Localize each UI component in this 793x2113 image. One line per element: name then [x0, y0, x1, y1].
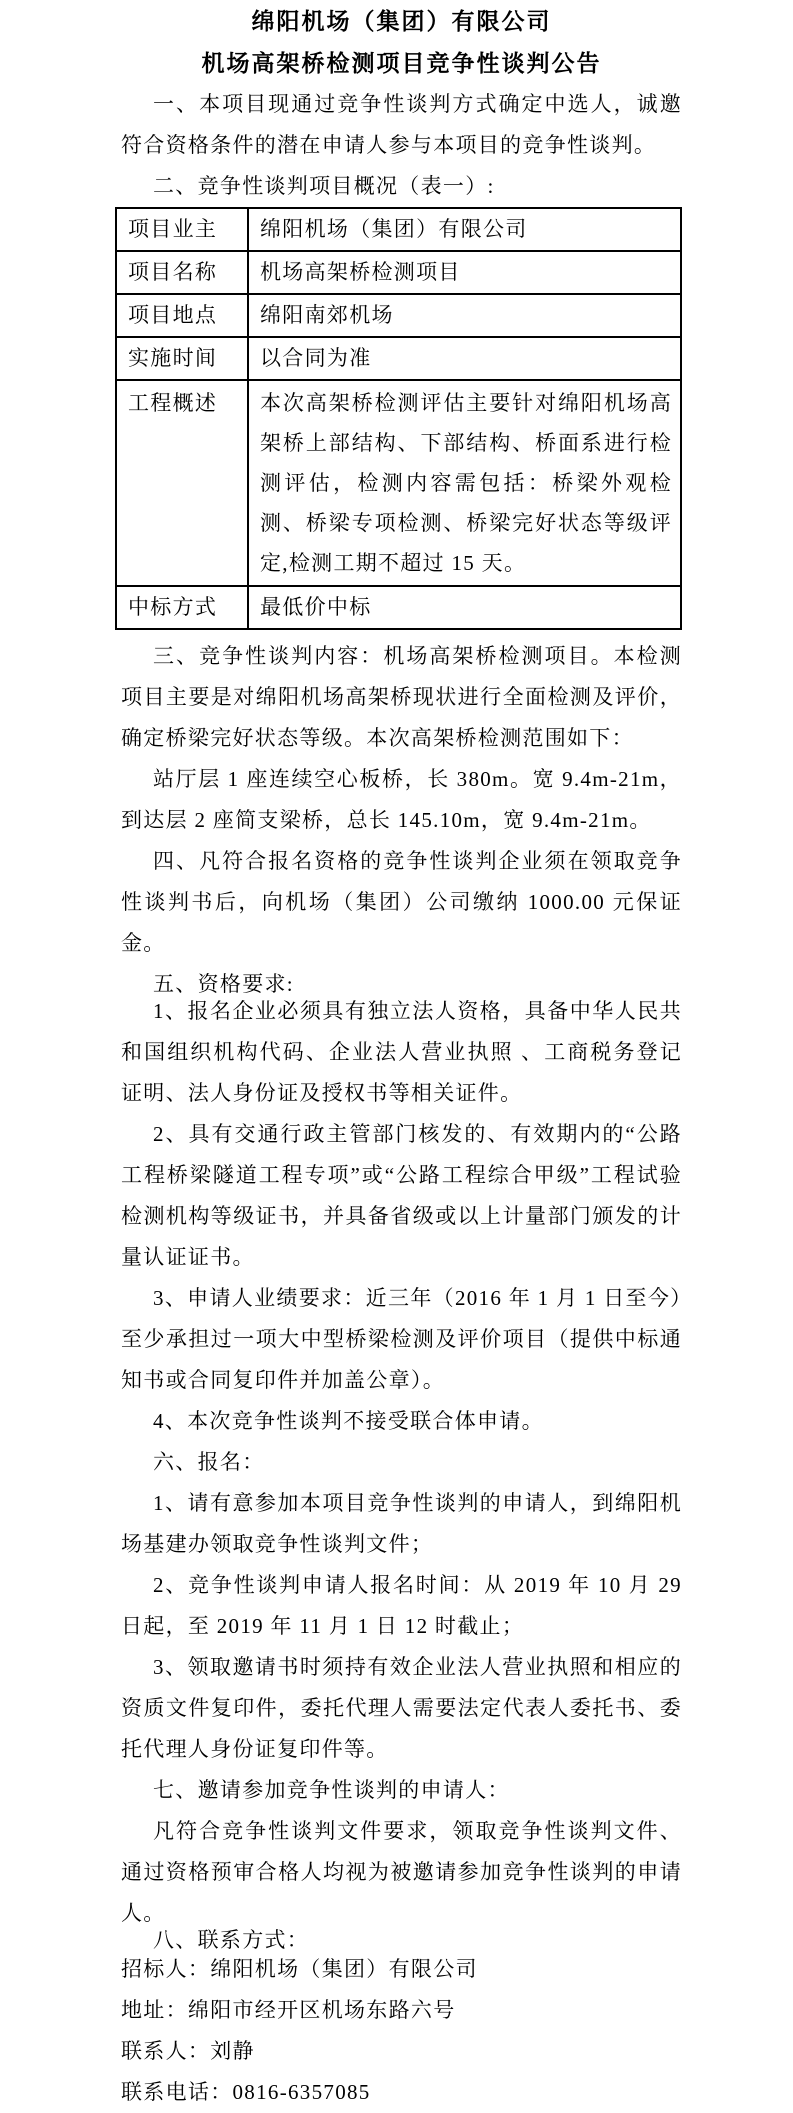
row-label: 工程概述	[116, 380, 248, 586]
para-section-6-item-2: 2、竞争性谈判申请人报名时间：从 2019 年 10 月 29 日起，至 2019 年 11 月 1 日 12 时截止；	[121, 1573, 682, 1638]
project-overview-table	[115, 207, 682, 630]
contact-bidder: 招标人：绵阳机场（集团）有限公司	[121, 1957, 478, 1981]
para-section-6-item-1: 1、请有意参加本项目竞争性谈判的申请人，到绵阳机场基建办领取竞争性谈判文件；	[121, 1491, 682, 1556]
row-value: 机场高架桥检测项目	[248, 251, 681, 294]
contact-person: 联系人：刘静	[121, 2039, 255, 2063]
para-section-6-item-3: 3、领取邀请书时须持有效企业法人营业执照和相应的资质文件复印件，委托代理人需要法定代表人委托书、委托代理人身份证复印件等。	[121, 1655, 682, 1761]
table-row-implementation-time	[116, 337, 681, 380]
table-row-project-owner	[116, 208, 681, 251]
para-section-5-item-2: 2、具有交通行政主管部门核发的、有效期内的“公路工程桥梁隧道工程专项”或“公路工程综合甲级”工程试验检测机构等级证书，并具备省级或以上计量部门颁发的计量认证证书。	[121, 1122, 682, 1269]
para-section-3: 三、竞争性谈判内容：机场高架桥检测项目。本检测项目主要是对绵阳机场高架桥现状进行全面检测及评价，确定桥梁完好状态等级。本次高架桥检测范围如下：	[121, 644, 682, 750]
table-row-project-name	[116, 251, 681, 294]
row-label: 实施时间	[116, 337, 248, 380]
row-value: 最低价中标	[248, 586, 681, 629]
notice-title: 机场高架桥检测项目竞争性谈判公告	[201, 51, 602, 76]
para-section-5-item-4: 4、本次竞争性谈判不接受联合体申请。	[153, 1409, 544, 1433]
row-value: 本次高架桥检测评估主要针对绵阳机场高架桥上部结构、下部结构、桥面系进行检测评估，检测内容需包括：桥梁外观检测、桥梁专项检测、桥梁完好状态等级评定,检测工期不超过 15 天。	[248, 380, 681, 586]
table-row-project-description	[116, 380, 681, 586]
para-section-4: 四、凡符合报名资格的竞争性谈判企业须在领取竞争性谈判书后，向机场（集团）公司缴纳 1000.00 元保证金。	[121, 849, 682, 955]
table-row-award-method	[116, 586, 681, 629]
para-section-7-heading: 七、邀请参加竞争性谈判的申请人：	[153, 1778, 510, 1802]
table-row-project-location	[116, 294, 681, 337]
contact-address: 地址：绵阳市经开区机场东路六号	[121, 1998, 456, 2022]
row-value: 以合同为准	[248, 337, 681, 380]
para-section-5-heading: 五、资格要求:	[153, 972, 294, 996]
para-section-3-scope: 站厅层 1 座连续空心板桥，长 380m。宽 9.4m-21m，到达层 2 座简支梁桥，总长 145.10m，宽 9.4m-21m。	[121, 767, 682, 832]
para-section-8-heading: 八、联系方式：	[153, 1928, 310, 1952]
row-label: 项目地点	[116, 294, 248, 337]
contact-block	[121, 1949, 682, 2113]
para-section-7-body: 凡符合竞争性谈判文件要求，领取竞争性谈判文件、通过资格预审合格人均视为被邀请参加竞争性谈判的申请人。	[121, 1819, 682, 1925]
para-section-5-item-3: 3、申请人业绩要求：近三年（2016 年 1 月 1 日至今）至少承担过一项大中型桥梁检测及评价项目（提供中标通知书或合同复印件并加盖公章）。	[121, 1286, 682, 1392]
row-label: 项目名称	[116, 251, 248, 294]
para-section-5-item-1: 1、报名企业必须具有独立法人资格，具备中华人民共和国组织机构代码、企业法人营业执照 、工商税务登记证明、法人身份证及授权书等相关证件。	[121, 999, 682, 1105]
para-section-1: 一、本项目现通过竞争性谈判方式确定中选人，诚邀符合资格条件的潜在申请人参与本项目的竞争性谈判。	[121, 92, 682, 157]
row-value: 绵阳南郊机场	[248, 294, 681, 337]
para-section-6-heading: 六、报名：	[153, 1450, 265, 1474]
company-title: 绵阳机场（集团）有限公司	[251, 9, 552, 34]
row-label: 项目业主	[116, 208, 248, 251]
row-label: 中标方式	[116, 586, 248, 629]
row-value: 绵阳机场（集团）有限公司	[248, 208, 681, 251]
para-section-2-heading: 二、竞争性谈判项目概况（表一）:	[153, 174, 495, 198]
contact-phone: 联系电话：0816-6357085	[121, 2080, 371, 2104]
